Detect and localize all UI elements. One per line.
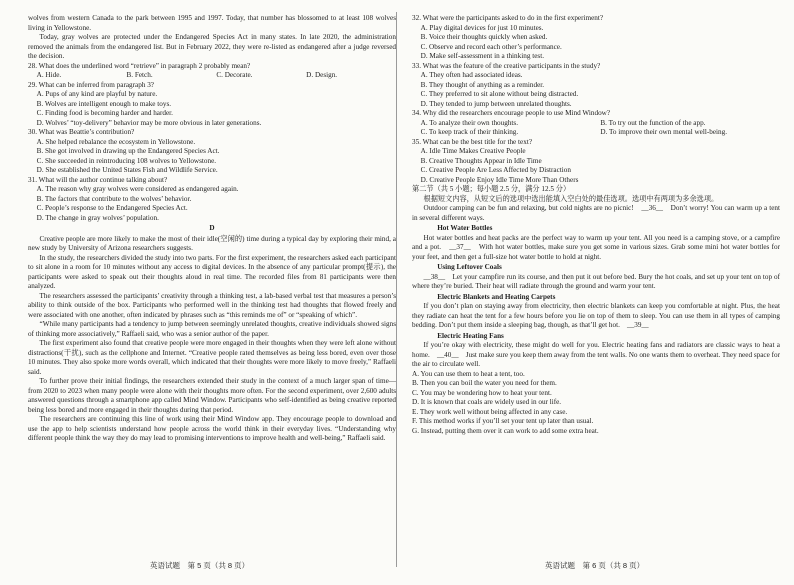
question-34 (412, 109, 780, 138)
choice-f: F. This method works if you’ll set your tent up later than usual. (412, 417, 594, 425)
option-a: A. Hide. (36, 71, 62, 79)
option-a: A. The reason why gray wolves were considered as endangered again. (36, 185, 239, 193)
passage-c-paragraph: wolves from western Canada to the park between 1995 and 1997. Today, that number has blossomed to at least 108 wolves living in Yellowstone. (28, 14, 396, 32)
column-divider (396, 12, 397, 567)
choice-a: A. You can use them to heat a tent, too. (412, 369, 525, 378)
question-35 (412, 138, 780, 186)
option-c: C. People’s response to the Endangered Species Act. (36, 204, 188, 212)
option-d: D. They tended to jump between unrelated thoughts. (420, 99, 572, 108)
passage-d-paragraph: The researchers are continuing this line of work using their Mind Window app. They encourage people to download and use the app to help scientists understand how people across the world think in their everyday lives. “Understanding why different people think the way they do may lead to promising interventions to improve health and well-being,” Raffaeli said. (28, 415, 396, 442)
option-c: C. They preferred to sit alone without being distracted. (420, 90, 579, 98)
right-column (412, 14, 780, 436)
question-stem: 33. What was the feature of the creative participants in the study? (412, 61, 601, 70)
question-32 (412, 14, 780, 62)
option-b: B. Wolves are intelligent enough to make toys. (36, 99, 172, 108)
passage-paragraph: __38__ Let your campfire run its course, and then put it out before bed. Bury the hot coals, and set up your tent on top of where they’re buried. Their heat will radiate through the ground and warm your tent. (412, 272, 780, 290)
option-b: B. Voice their thoughts quickly when asked. (420, 33, 548, 41)
option-b: B. To try out the function of the app. (600, 118, 706, 127)
section-d-heading: D (209, 224, 215, 232)
subheading-electric-blankets: Electric Blankets and Heating Carpets (437, 292, 556, 301)
passage-d-paragraph: The first experiment also found that creative people were more engaged in their thoughts when they were left alone without distractions(干扰), such as the cellphone and Internet. “Creative people rated themselves as being less bored, even over those 10 minutes. They also spoke more words overall, which indicated that their thoughts were more likely to move freely,” Raffaeli said. (28, 339, 396, 376)
subheading-electric-fans: Electric Heating Fans (437, 331, 504, 340)
question-29 (28, 81, 396, 129)
option-a: A. She helped rebalance the ecosystem in Yellowstone. (36, 137, 196, 146)
option-d: D. Make self-assessment in a thinking test. (420, 52, 544, 60)
question-31 (28, 176, 396, 224)
option-b: B. Fetch. (126, 71, 153, 79)
option-c: C. Finding food is becoming harder and harder. (36, 109, 173, 117)
choice-e: E. They work well without being affected in any case. (412, 407, 568, 416)
left-column (28, 14, 396, 444)
passage-d-paragraph: The researchers assessed the participants’ creativity through a thinking test, a lab-based verbal test that measures a person’s ability to think outside of the box. Participants who performed well in the thinking test had thoughts that flowed freely and were associated with one another, often indicated by phrases such as “this reminds me of” or “speaking of which”. (28, 291, 396, 319)
passage-d-paragraph: To further prove their initial findings, the researchers extended their study in the context of a much larger span of time—from 2020 to 2023 when many people were alone with their thoughts more often. For the second experiment, over 2,600 adults answered questions through a smartphone app called Mind Window. Participants who self-identified as being creative reported being less bored and more engaged in their thoughts during that period. (28, 377, 396, 414)
choice-b: B. Then you can boil the water you need for them. (412, 379, 557, 387)
option-b: B. The factors that contribute to the wolves’ behavior. (36, 194, 192, 203)
passage-paragraph: If you’re okay with electricity, these might do well for you. Electric heating fans and radiators are classic ways to heat a home. __40__ Just make sure you keep them away from the tent walls. No one wants them to overheat. They need space for the air to circulate well. (412, 341, 780, 368)
part-two-heading: 第二节（共 5 小题；每小题 2.5 分，满分 12.5 分） (412, 185, 571, 193)
subheading-leftover-coals: Using Leftover Coals (437, 263, 502, 271)
question-33 (412, 62, 780, 110)
option-a: A. Idle Time Makes Creative People (420, 147, 526, 155)
question-stem: 34. Why did the researchers encourage people to use Mind Window? (412, 109, 611, 117)
page-footer-right: 英语试题 第 6 页（共 8 页） (545, 561, 645, 570)
option-a: A. They often had associated ideas. (420, 71, 523, 79)
question-28 (28, 62, 396, 81)
option-d: D. To improve their own mental well-being. (600, 128, 728, 136)
question-stem: 31. What will the author continue talking about? (28, 175, 168, 184)
passage-d-paragraph: “While many participants had a tendency to jump between seemingly unrelated thoughts, creative individuals showed signs of thinking more associatively,” Raffaeli said, who was a senior author of the paper. (28, 320, 396, 338)
choice-d: D. It is known that coals are widely used in our life. (412, 398, 562, 406)
passage-paragraph: If you don’t plan on staying away from electricity, then electric blankets can keep you comfortable at night. Plus, the heat they radiate can heat the tent for a few hours before you lie on top of them to sleep. You can use them in all types of camping bedding. Don’t put them inside a sleeping bag, though, as that’ll get hot. __39__ (412, 302, 780, 329)
subheading-hot-water-bottles: Hot Water Bottles (437, 224, 493, 232)
page-footer-left: 英语试题 第 5 页（共 8 页） (150, 561, 250, 570)
question-stem: 30. What was Beattie’s contribution? (28, 128, 135, 136)
option-d: D. Wolves’ “toy-delivery” behavior may be more obvious in later generations. (36, 118, 262, 127)
passage-c-paragraph: Today, gray wolves are protected under the Endangered Species Act in many states. In late 2020, the administration removed the animals from the endangered list. But in February 2022, they were re-listed as endangered after a judge reversed the decision. (28, 33, 396, 60)
option-c: C. Observe and record each other’s performance. (420, 42, 562, 51)
choice-g: G. Instead, putting them over it can work to add some extra heat. (412, 426, 599, 435)
option-b: B. She got involved in drawing up the Endangered Species Act. (36, 147, 220, 155)
question-stem: 35. What can be the best title for the text? (412, 137, 533, 146)
option-d: D. Creative People Enjoy Idle Time More Than Others (420, 175, 579, 184)
option-c: C. Creative People Are Less Affected by Distraction (420, 166, 571, 174)
option-d: D. The change in gray wolves’ population. (36, 213, 159, 222)
question-stem: 28. What does the underlined word “retrieve” in paragraph 2 probably mean? (28, 61, 251, 70)
passage-d-paragraph: Creative people are more likely to make the most of their idle(空闲的) time during a typical day by exploring their mind, a new study by University of Arizona researchers suggests. (28, 234, 396, 252)
passage-d-paragraph: In the study, the researchers divided the study into two parts. For the first experiment, the researchers asked each participant to sit alone in a room for 10 minutes without any access to digital devices. In the absence of any particular prompt(提示), the participants were asked to speak out their thoughts aloud in real time. The recorded files from 81 participants were then analyzed. (28, 253, 396, 290)
option-c: C. To keep track of their thinking. (420, 128, 519, 136)
option-d: D. She established the United States Fish and Wildlife Service. (36, 166, 218, 174)
question-30 (28, 128, 396, 176)
option-c: C. She succeeded in reintroducing 108 wolves to Yellowstone. (36, 156, 217, 165)
option-a: A. To analyze their own thoughts. (420, 118, 518, 127)
option-c: C. Decorate. (216, 71, 253, 79)
option-d: D. Design. (306, 71, 338, 79)
option-b: B. They thought of anything as a reminder. (420, 80, 545, 89)
choice-c: C. You may be wondering how to heat your tent. (412, 388, 552, 397)
answer-choices (412, 370, 780, 437)
option-a: A. Play digital devices for just 10 minutes. (420, 23, 544, 32)
part-two-instructions: 根据短文内容，从短文后的选项中选出能填入空白处的最佳选项。选项中有两项为多余选项。 (423, 194, 719, 203)
passage-intro: Outdoor camping can be fun and relaxing, but cold nights are no picnic! __36__ Don’t worry! You can warm up a tent in several different ways. (412, 204, 780, 222)
question-stem: 29. What can be inferred from paragraph 3? (28, 80, 154, 89)
option-a: A. Pups of any kind are playful by nature. (36, 90, 158, 98)
option-b: B. Creative Thoughts Appear in Idle Time (420, 156, 542, 165)
question-stem: 32. What were the participants asked to do in the first experiment? (412, 14, 604, 22)
passage-paragraph: Hot water bottles and heat packs are the perfect way to warm up your tent. All you need is a camping stove, or a campfire and a pot. __37__ With hot water bottles, make sure you get some in various sizes. Grab some mini hot water bottles for your feet, and then get a full-size hot water bottle to hold at night. (412, 233, 780, 261)
